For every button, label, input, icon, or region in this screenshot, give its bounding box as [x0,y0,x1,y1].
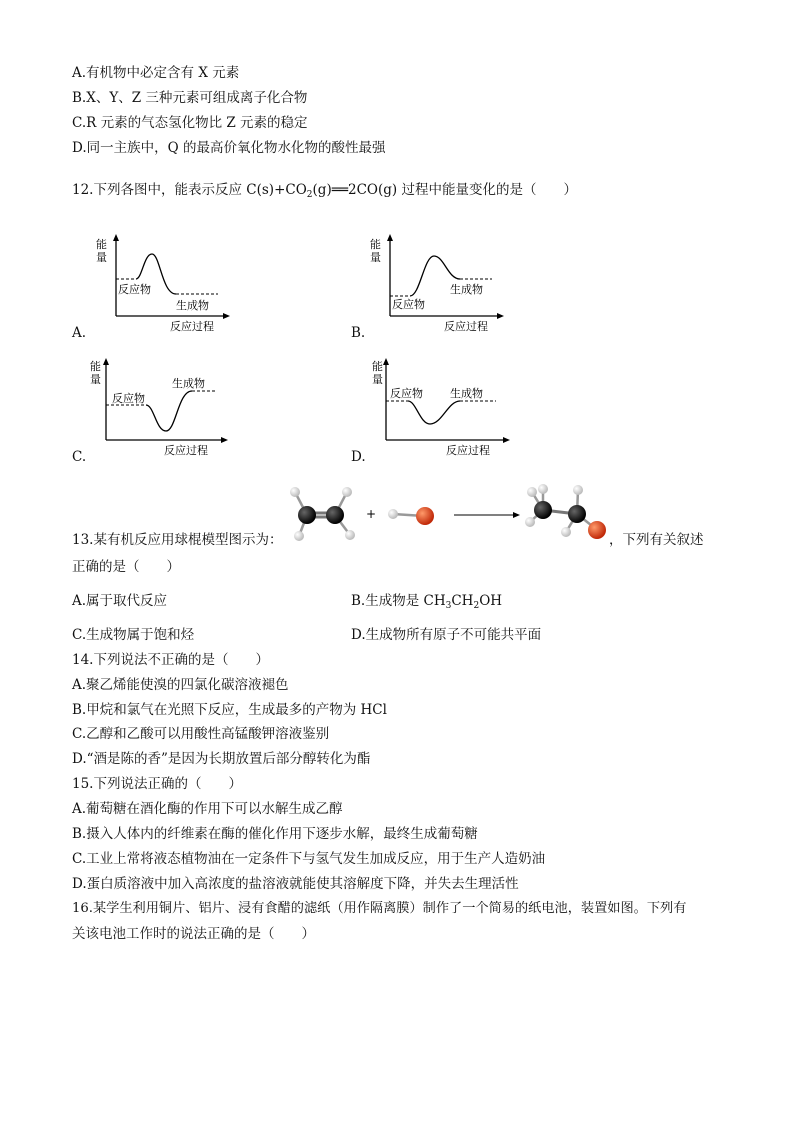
y-axis-arrow [103,358,109,365]
ethylene-molecule [290,487,355,541]
y-label-1: 能 [372,360,383,373]
q11-option-d: D.同一主族中，Q 的最高价氧化物水化物的酸性最强 [72,140,386,156]
q13-stem-post: ，下列有关叙述 [609,532,704,548]
q15-option-c: C.工业上常将液态植物油在一定条件下与氢气发生加成反应，用于生产人造奶油 [72,851,546,867]
q15-option-d: D.蛋白质溶液中加入高浓度的盐溶液就能使其溶解度下降，并失去生理活性 [72,876,519,892]
diagram-label-d: D. [351,449,366,465]
x-label: 反应过程 [444,320,488,332]
product-label: 生成物 [450,387,483,400]
energy-diagram-a [90,232,230,332]
ethanol-molecule [525,484,606,539]
product-label: 生成物 [172,377,205,390]
diagram-label-c: C. [72,449,87,465]
x-label: 反应过程 [446,444,490,456]
y-label-1: 能 [370,238,381,251]
x-axis-arrow [503,437,510,443]
y-label-2: 量 [96,251,107,264]
y-axis-arrow [387,234,393,241]
q14-stem: 14.下列说法不正确的是（ ） [72,652,269,668]
q15-option-a: A.葡萄糖在酒化酶的作用下可以水解生成乙醇 [72,801,343,817]
q13-option-a: A.属于取代反应 [72,593,168,609]
x-label: 反应过程 [164,444,208,456]
q14-option-a: A.聚乙烯能使溴的四氯化碳溶液褪色 [72,677,289,693]
q13-stem-line2: 正确的是（ ） [72,559,180,575]
product-label: 生成物 [176,299,209,312]
water-molecule [388,507,434,525]
reaction-arrow-head [513,512,520,518]
reactant-label: 反应物 [112,392,145,405]
reactant-label: 反应物 [118,283,151,296]
y-axis-arrow [113,234,119,241]
q13-stem-pre: 13.某有机反应用球棍模型图示为： [72,532,283,548]
y-label-2: 量 [90,373,101,386]
q15-option-b: B.摄入人体内的纤维素在酶的催化作用下逐步水解，最终生成葡萄糖 [72,826,478,842]
energy-diagram-b [364,232,504,332]
y-label-2: 量 [372,373,383,386]
q13-option-d: D.生成物所有原子不可能共平面 [351,627,542,643]
y-axis-arrow [383,358,389,365]
q16-stem-line1: 16.某学生利用铜片、铝片、浸有食醋的滤纸（用作隔离膜）制作了一个简易的纸电池，装置如图。下列有 [72,901,687,916]
q11-option-a: A.有机物中必定含有 X 元素 [72,65,240,81]
q13-option-c: C.生成物属于饱和烃 [72,627,195,643]
q12-stem: 12.下列各图中，能表示反应 $C(s)+CO_2(g)══2CO(g)$ 过程中能量变化的是（ ） [72,182,577,200]
q13-option-b: B.生成物是 $CH_3CH_2OH$ [351,593,503,611]
q11-option-b: B.X、Y、Z 三种元素可组成离子化合物 [72,90,308,106]
q14-option-d: D.“酒是陈的香”是因为长期放置后部分醇转化为酯 [72,751,371,767]
reactant-label: 反应物 [390,387,423,400]
diagram-label-b: B. [351,325,366,341]
ball-stick-reaction [280,480,610,546]
y-label-1: 能 [96,238,107,251]
q11-option-c: C.R 元素的气态氢化物比 Z 元素的稳定 [72,115,308,131]
y-label-1: 能 [90,360,101,373]
x-axis-arrow [497,313,504,319]
x-axis-arrow [221,437,228,443]
plus-sign: + [366,507,377,521]
x-label: 反应过程 [170,320,214,332]
x-axis-arrow [223,313,230,319]
y-label-2: 量 [370,251,381,264]
q16-stem-line2: 关该电池工作时的说法正确的是（ ） [72,926,315,942]
reactant-label: 反应物 [392,298,425,311]
energy-curve [146,391,192,431]
q14-option-c: C.乙醇和乙酸可以用酸性高锰酸钾溶液鉴别 [72,726,330,742]
energy-diagram-c [88,356,228,456]
q14-option-b: B.甲烷和氯气在光照下反应，生成最多的产物为 HCl [72,702,387,718]
product-label: 生成物 [450,283,483,296]
reaction-equation: $C(s)+CO_2(g)══2CO(g)$ [246,182,398,200]
energy-diagram-d [370,356,510,456]
energy-curve [408,401,460,424]
diagram-label-a: A. [72,325,87,341]
q15-stem: 15.下列说法正确的（ ） [72,776,242,792]
